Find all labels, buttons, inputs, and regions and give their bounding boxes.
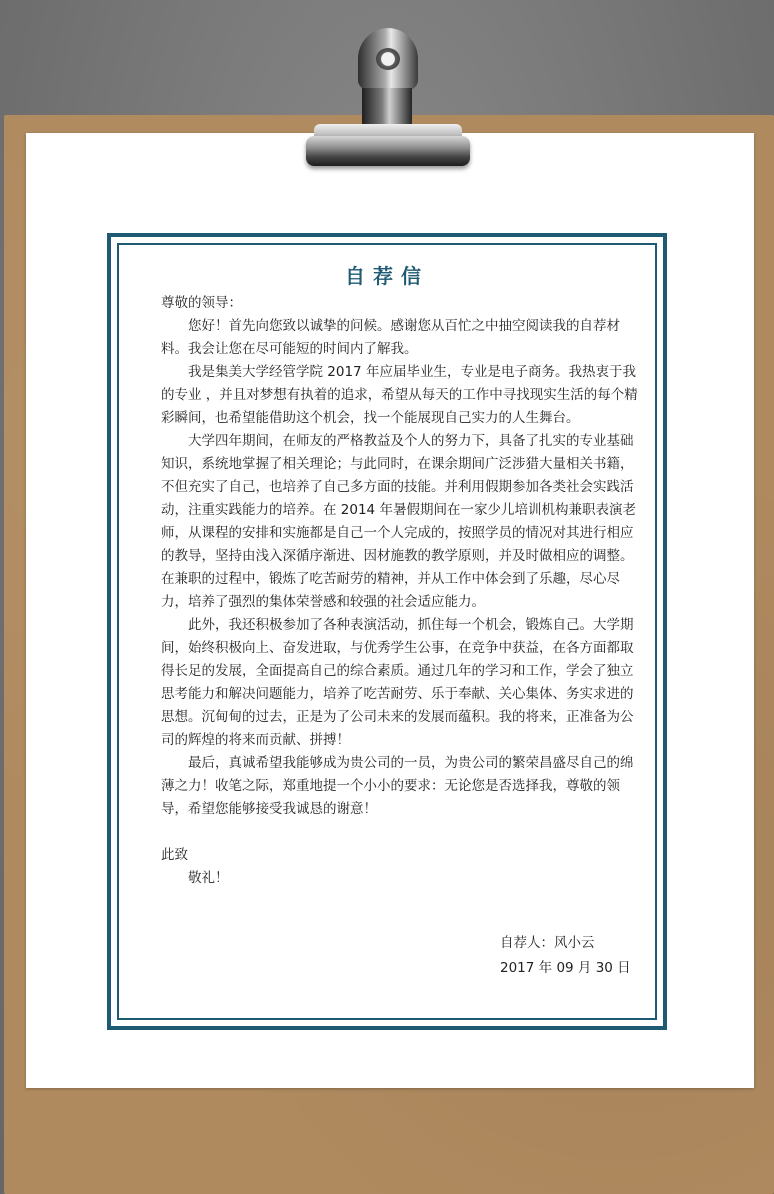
clip-neck	[362, 88, 412, 128]
letter-title: 自荐信	[345, 264, 429, 288]
letter-paragraph-2: 我是集美大学经管学院 2017 年应届毕业生，专业是电子商务。我热衷于我的专业 ，并且对梦想有执着的追求，希望从每天的工作中寻找现实生活的每个精彩瞬间，也希望能借助这个机会，找一个能展现自己实力的人生舞台。	[161, 364, 638, 426]
letter-signature-block	[500, 931, 640, 981]
letter-date: 2017 年 09 月 30 日	[500, 960, 631, 976]
letter-body	[161, 292, 639, 890]
spacer	[161, 821, 639, 844]
letter-paragraph-5: 最后，真诚希望我能够成为贵公司的一员，为贵公司的繁荣昌盛尽自己的绵薄之力！收笔之际，郑重地提一个小小的要求：无论您是否选择我，尊敬的领导，希望您能够接受我诚恳的谢意！	[161, 755, 634, 817]
letter-paragraph-3: 大学四年期间，在师友的严格教益及个人的努力下，具备了扎实的专业基础知识，系统地掌握了相关理论；与此同时，在课余期间广泛涉猎大量相关书籍，不但充实了自己，也培养了自己多方面的技能。并利用假期参加各类社会实践活动，注重实践能力的培养。在 2014 年暑假期间在一家少儿培训机构兼职表演老师，从课程的安排和实施都是自己一个人完成的，按照学员的情况对其进行相应的教导，坚持由浅入深循序渐进、因材施教的教学原则，并及时做相应的调整。在兼职的过程中，锻炼了吃苦耐劳的精神，并从工作中体会到了乐趣，尽心尽力，培养了强烈的集体荣誉感和较强的社会适应能力。	[161, 433, 636, 610]
letter-closing-2: 敬礼！	[188, 870, 229, 886]
binder-clip-icon	[296, 28, 478, 178]
clip-ring-hole	[376, 48, 400, 70]
letter-closing-1: 此致	[161, 847, 188, 863]
letter-paragraph-4: 此外，我还积极参加了各种表演活动，抓住每一个机会，锻炼自己。大学期间，始终积极向上、奋发进取，与优秀学生公事，在竞争中获益，在各方面都取得长足的发展，全面提高自己的综合素质。通过几年的学习和工作，学会了独立思考能力和解决问题能力，培养了吃苦耐劳、乐于奉献、关心集体、务实求进的思想。沉甸甸的过去，正是为了公司未来的发展而蕴积。我的将来，正准备为公司的辉煌的将来而贡献、拼搏！	[161, 617, 634, 748]
letter-salutation: 尊敬的领导：	[161, 295, 242, 311]
clip-base	[306, 136, 470, 166]
letter-signer: 自荐人：风小云	[500, 935, 595, 951]
letter-paragraph-1: 您好！首先向您致以诚挚的问候。感谢您从百忙之中抽空阅读我的自荐材料。我会让您在尽可能短的时间内了解我。	[161, 318, 620, 357]
